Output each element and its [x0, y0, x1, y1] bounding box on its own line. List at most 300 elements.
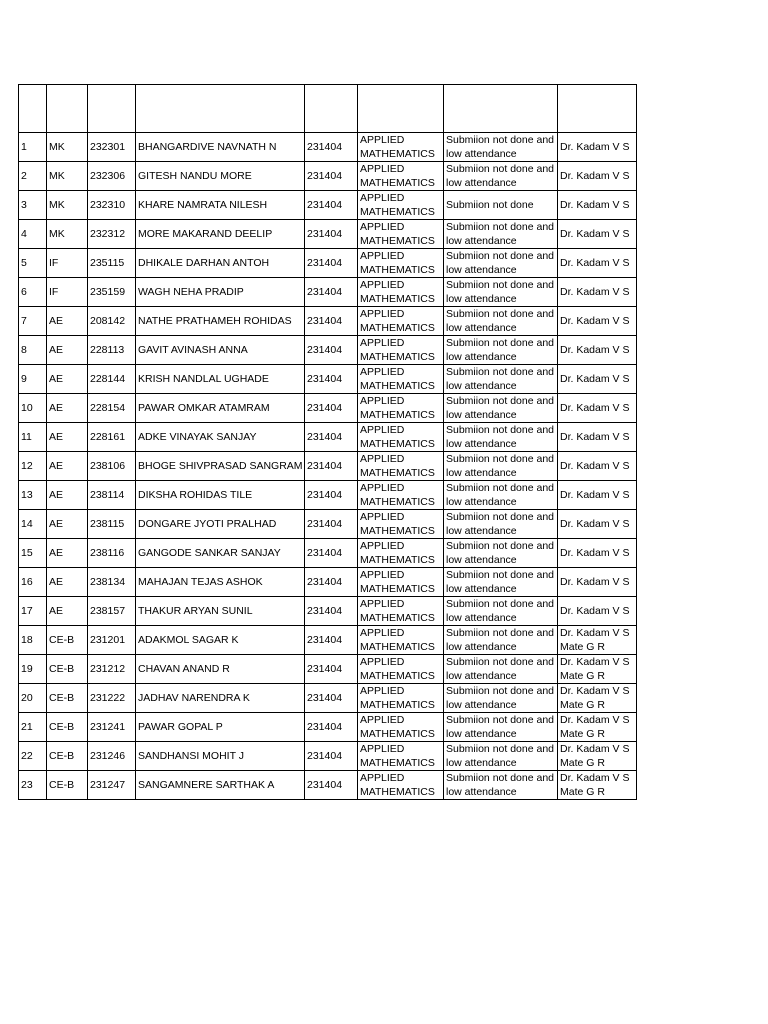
- faculty-cell-line: Dr. Kadam V S: [560, 547, 630, 559]
- table-row: [19, 539, 637, 568]
- reason-cell-line: low attendance: [446, 409, 517, 421]
- student-name-cell: GAVIT AVINASH ANNA: [136, 336, 305, 365]
- reason-cell: [444, 771, 558, 800]
- enrollment-number-cell: 231222: [88, 684, 136, 713]
- course-code-cell: 231404: [305, 684, 358, 713]
- table-row: [19, 365, 637, 394]
- header-cell: [47, 85, 88, 133]
- reason-cell-line: Submiion not done and: [446, 714, 554, 726]
- subject-cell-line: MATHEMATICS: [360, 670, 435, 682]
- department-cell: IF: [47, 278, 88, 307]
- subject-cell: [358, 539, 444, 568]
- serial-number-cell: 19: [19, 655, 47, 684]
- faculty-cell: [558, 249, 637, 278]
- subject-cell: [358, 655, 444, 684]
- reason-cell-line: Submiion not done and: [446, 308, 554, 320]
- subject-cell-line: MATHEMATICS: [360, 554, 435, 566]
- serial-number-cell: 14: [19, 510, 47, 539]
- subject-cell-line: MATHEMATICS: [360, 177, 435, 189]
- department-cell: MK: [47, 133, 88, 162]
- table-row: [19, 771, 637, 800]
- table-body: [19, 85, 637, 800]
- student-name-cell: PAWAR OMKAR ATAMRAM: [136, 394, 305, 423]
- subject-cell-line: APPLIED: [360, 627, 405, 639]
- faculty-cell-line: Dr. Kadam V S: [560, 772, 630, 784]
- subject-cell-line: MATHEMATICS: [360, 496, 435, 508]
- course-code-cell: 231404: [305, 336, 358, 365]
- subject-cell: [358, 336, 444, 365]
- subject-cell-line: APPLIED: [360, 598, 405, 610]
- table-row: [19, 394, 637, 423]
- faculty-cell: [558, 713, 637, 742]
- subject-cell: [358, 771, 444, 800]
- subject-cell: [358, 162, 444, 191]
- serial-number-cell: 3: [19, 191, 47, 220]
- subject-cell-line: APPLIED: [360, 221, 405, 233]
- department-cell: CE-B: [47, 626, 88, 655]
- reason-cell-line: Submiion not done and: [446, 482, 554, 494]
- faculty-cell: [558, 539, 637, 568]
- faculty-cell-line: Dr. Kadam V S: [560, 685, 630, 697]
- table-row: [19, 597, 637, 626]
- table-row: [19, 481, 637, 510]
- subject-cell-line: MATHEMATICS: [360, 264, 435, 276]
- reason-cell: [444, 539, 558, 568]
- table-row: [19, 307, 637, 336]
- student-list-table: [18, 84, 637, 800]
- student-name-cell: DONGARE JYOTI PRALHAD: [136, 510, 305, 539]
- subject-cell: [358, 133, 444, 162]
- faculty-cell: [558, 597, 637, 626]
- reason-cell-line: Submiion not done and: [446, 685, 554, 697]
- department-cell: AE: [47, 365, 88, 394]
- subject-cell-line: APPLIED: [360, 308, 405, 320]
- faculty-cell-line: Dr. Kadam V S: [560, 402, 630, 414]
- subject-cell: [358, 365, 444, 394]
- department-cell: AE: [47, 597, 88, 626]
- enrollment-number-cell: 238115: [88, 510, 136, 539]
- subject-cell: [358, 597, 444, 626]
- table-row: [19, 336, 637, 365]
- serial-number-cell: 9: [19, 365, 47, 394]
- subject-cell-line: MATHEMATICS: [360, 351, 435, 363]
- subject-cell-line: MATHEMATICS: [360, 467, 435, 479]
- department-cell: CE-B: [47, 655, 88, 684]
- reason-cell-line: low attendance: [446, 728, 517, 740]
- serial-number-cell: 11: [19, 423, 47, 452]
- reason-cell: [444, 626, 558, 655]
- enrollment-number-cell: 228161: [88, 423, 136, 452]
- reason-cell-line: Submiion not done and: [446, 453, 554, 465]
- course-code-cell: 231404: [305, 481, 358, 510]
- faculty-cell-line: Dr. Kadam V S: [560, 714, 630, 726]
- student-name-cell: MAHAJAN TEJAS ASHOK: [136, 568, 305, 597]
- enrollment-number-cell: 231246: [88, 742, 136, 771]
- serial-number-cell: 6: [19, 278, 47, 307]
- table-header-row: [19, 85, 637, 133]
- faculty-cell-line: Dr. Kadam V S: [560, 141, 630, 153]
- department-cell: CE-B: [47, 713, 88, 742]
- subject-cell-line: MATHEMATICS: [360, 525, 435, 537]
- subject-cell-line: MATHEMATICS: [360, 322, 435, 334]
- reason-cell-line: low attendance: [446, 293, 517, 305]
- subject-cell-line: APPLIED: [360, 395, 405, 407]
- reason-cell-line: low attendance: [446, 496, 517, 508]
- reason-cell: [444, 307, 558, 336]
- course-code-cell: 231404: [305, 597, 358, 626]
- course-code-cell: 231404: [305, 742, 358, 771]
- serial-number-cell: 22: [19, 742, 47, 771]
- serial-number-cell: 15: [19, 539, 47, 568]
- reason-cell: [444, 162, 558, 191]
- reason-cell: [444, 510, 558, 539]
- course-code-cell: 231404: [305, 162, 358, 191]
- reason-cell: [444, 278, 558, 307]
- department-cell: AE: [47, 568, 88, 597]
- enrollment-number-cell: 231241: [88, 713, 136, 742]
- enrollment-number-cell: 238134: [88, 568, 136, 597]
- enrollment-number-cell: 228113: [88, 336, 136, 365]
- subject-cell: [358, 626, 444, 655]
- course-code-cell: 231404: [305, 278, 358, 307]
- header-cell: [305, 85, 358, 133]
- enrollment-number-cell: 238114: [88, 481, 136, 510]
- student-name-cell: GANGODE SANKAR SANJAY: [136, 539, 305, 568]
- department-cell: MK: [47, 162, 88, 191]
- faculty-cell-line: Dr. Kadam V S: [560, 431, 630, 443]
- student-name-cell: DIKSHA ROHIDAS TILE: [136, 481, 305, 510]
- serial-number-cell: 21: [19, 713, 47, 742]
- faculty-cell-line: Dr. Kadam V S: [560, 627, 630, 639]
- subject-cell-line: APPLIED: [360, 569, 405, 581]
- faculty-cell: [558, 684, 637, 713]
- serial-number-cell: 10: [19, 394, 47, 423]
- subject-cell: [358, 684, 444, 713]
- table-row: [19, 568, 637, 597]
- header-cell: [358, 85, 444, 133]
- faculty-cell-line: Dr. Kadam V S: [560, 743, 630, 755]
- table-row: [19, 713, 637, 742]
- faculty-cell-line: Dr. Kadam V S: [560, 460, 630, 472]
- subject-cell-line: APPLIED: [360, 192, 405, 204]
- course-code-cell: 231404: [305, 394, 358, 423]
- subject-cell-line: MATHEMATICS: [360, 786, 435, 798]
- subject-cell: [358, 191, 444, 220]
- faculty-cell-line: Dr. Kadam V S: [560, 576, 630, 588]
- department-cell: AE: [47, 336, 88, 365]
- enrollment-number-cell: 231201: [88, 626, 136, 655]
- subject-cell-line: APPLIED: [360, 743, 405, 755]
- table-row: [19, 684, 637, 713]
- enrollment-number-cell: 238116: [88, 539, 136, 568]
- reason-cell-line: Submiion not done and: [446, 366, 554, 378]
- subject-cell-line: MATHEMATICS: [360, 699, 435, 711]
- serial-number-cell: 5: [19, 249, 47, 278]
- faculty-cell: [558, 365, 637, 394]
- department-cell: IF: [47, 249, 88, 278]
- student-name-cell: SANDHANSI MOHIT J: [136, 742, 305, 771]
- subject-cell-line: APPLIED: [360, 656, 405, 668]
- reason-cell-line: low attendance: [446, 641, 517, 653]
- reason-cell: [444, 597, 558, 626]
- enrollment-number-cell: 232306: [88, 162, 136, 191]
- subject-cell-line: MATHEMATICS: [360, 409, 435, 421]
- department-cell: AE: [47, 394, 88, 423]
- subject-cell-line: APPLIED: [360, 279, 405, 291]
- subject-cell-line: MATHEMATICS: [360, 438, 435, 450]
- faculty-cell-line: Dr. Kadam V S: [560, 228, 630, 240]
- reason-cell-line: low attendance: [446, 554, 517, 566]
- reason-cell-line: Submiion not done and: [446, 627, 554, 639]
- table-row: [19, 278, 637, 307]
- faculty-cell-line: Dr. Kadam V S: [560, 373, 630, 385]
- faculty-cell-line: Dr. Kadam V S: [560, 489, 630, 501]
- reason-cell-line: Submiion not done and: [446, 163, 554, 175]
- reason-cell-line: low attendance: [446, 351, 517, 363]
- course-code-cell: 231404: [305, 191, 358, 220]
- faculty-cell: [558, 336, 637, 365]
- serial-number-cell: 4: [19, 220, 47, 249]
- reason-cell-line: low attendance: [446, 583, 517, 595]
- serial-number-cell: 18: [19, 626, 47, 655]
- faculty-cell: [558, 278, 637, 307]
- reason-cell: [444, 713, 558, 742]
- subject-cell-line: APPLIED: [360, 685, 405, 697]
- subject-cell: [358, 423, 444, 452]
- faculty-cell-line: Dr. Kadam V S: [560, 656, 630, 668]
- reason-cell-line: low attendance: [446, 177, 517, 189]
- course-code-cell: 231404: [305, 307, 358, 336]
- subject-cell: [358, 742, 444, 771]
- reason-cell-line: Submiion not done and: [446, 134, 554, 146]
- header-cell: [88, 85, 136, 133]
- faculty-cell: [558, 742, 637, 771]
- reason-cell-line: low attendance: [446, 380, 517, 392]
- reason-cell: [444, 742, 558, 771]
- faculty-cell: [558, 510, 637, 539]
- subject-cell-line: APPLIED: [360, 337, 405, 349]
- subject-cell-line: APPLIED: [360, 714, 405, 726]
- subject-cell-line: APPLIED: [360, 540, 405, 552]
- subject-cell-line: APPLIED: [360, 511, 405, 523]
- table-row: [19, 220, 637, 249]
- faculty-cell: [558, 307, 637, 336]
- department-cell: AE: [47, 510, 88, 539]
- reason-cell-line: Submiion not done and: [446, 511, 554, 523]
- reason-cell-line: Submiion not done and: [446, 424, 554, 436]
- subject-cell-line: MATHEMATICS: [360, 206, 435, 218]
- header-cell: [444, 85, 558, 133]
- student-name-cell: BHANGARDIVE NAVNATH N: [136, 133, 305, 162]
- student-name-cell: MORE MAKARAND DEELIP: [136, 220, 305, 249]
- subject-cell-line: MATHEMATICS: [360, 612, 435, 624]
- reason-cell-line: low attendance: [446, 438, 517, 450]
- faculty-cell: [558, 452, 637, 481]
- table-row: [19, 510, 637, 539]
- subject-cell: [358, 510, 444, 539]
- department-cell: AE: [47, 423, 88, 452]
- faculty-cell-line: Dr. Kadam V S: [560, 257, 630, 269]
- subject-cell: [358, 481, 444, 510]
- table-row: [19, 133, 637, 162]
- course-code-cell: 231404: [305, 771, 358, 800]
- student-name-cell: BHOGE SHIVPRASAD SANGRAM: [136, 452, 305, 481]
- faculty-cell-line: Dr. Kadam V S: [560, 518, 630, 530]
- reason-cell-line: Submiion not done and: [446, 743, 554, 755]
- table-row: [19, 452, 637, 481]
- course-code-cell: 231404: [305, 452, 358, 481]
- reason-cell-line: low attendance: [446, 235, 517, 247]
- subject-cell: [358, 568, 444, 597]
- subject-cell-line: MATHEMATICS: [360, 583, 435, 595]
- enrollment-number-cell: 232312: [88, 220, 136, 249]
- student-name-cell: JADHAV NARENDRA K: [136, 684, 305, 713]
- faculty-cell-line: Dr. Kadam V S: [560, 199, 630, 211]
- subject-cell-line: APPLIED: [360, 482, 405, 494]
- header-cell: [19, 85, 47, 133]
- reason-cell-line: Submiion not done: [446, 199, 534, 211]
- subject-cell-line: MATHEMATICS: [360, 641, 435, 653]
- faculty-cell-line: Mate G R: [560, 699, 605, 711]
- reason-cell-line: low attendance: [446, 148, 517, 160]
- subject-cell-line: MATHEMATICS: [360, 757, 435, 769]
- reason-cell-line: Submiion not done and: [446, 540, 554, 552]
- subject-cell-line: APPLIED: [360, 366, 405, 378]
- course-code-cell: 231404: [305, 365, 358, 394]
- faculty-cell: [558, 394, 637, 423]
- department-cell: AE: [47, 539, 88, 568]
- subject-cell-line: APPLIED: [360, 424, 405, 436]
- student-name-cell: NATHE PRATHAMEH ROHIDAS: [136, 307, 305, 336]
- reason-cell-line: Submiion not done and: [446, 395, 554, 407]
- course-code-cell: 231404: [305, 568, 358, 597]
- department-cell: AE: [47, 452, 88, 481]
- reason-cell-line: low attendance: [446, 699, 517, 711]
- subject-cell: [358, 278, 444, 307]
- faculty-cell-line: Dr. Kadam V S: [560, 315, 630, 327]
- department-cell: AE: [47, 307, 88, 336]
- reason-cell: [444, 133, 558, 162]
- course-code-cell: 231404: [305, 133, 358, 162]
- reason-cell: [444, 684, 558, 713]
- department-cell: CE-B: [47, 771, 88, 800]
- subject-cell: [358, 220, 444, 249]
- student-name-cell: SANGAMNERE SARTHAK A: [136, 771, 305, 800]
- reason-cell: [444, 423, 558, 452]
- student-name-cell: ADKE VINAYAK SANJAY: [136, 423, 305, 452]
- faculty-cell-line: Dr. Kadam V S: [560, 344, 630, 356]
- faculty-cell-line: Mate G R: [560, 641, 605, 653]
- reason-cell-line: low attendance: [446, 757, 517, 769]
- subject-cell-line: APPLIED: [360, 163, 405, 175]
- faculty-cell-line: Mate G R: [560, 786, 605, 798]
- enrollment-number-cell: 232301: [88, 133, 136, 162]
- reason-cell: [444, 249, 558, 278]
- faculty-cell-line: Dr. Kadam V S: [560, 605, 630, 617]
- serial-number-cell: 2: [19, 162, 47, 191]
- serial-number-cell: 1: [19, 133, 47, 162]
- enrollment-number-cell: 235115: [88, 249, 136, 278]
- faculty-cell: [558, 423, 637, 452]
- enrollment-number-cell: 235159: [88, 278, 136, 307]
- reason-cell-line: low attendance: [446, 786, 517, 798]
- reason-cell-line: low attendance: [446, 670, 517, 682]
- enrollment-number-cell: 231247: [88, 771, 136, 800]
- subject-cell-line: APPLIED: [360, 772, 405, 784]
- faculty-cell: [558, 191, 637, 220]
- reason-cell: [444, 220, 558, 249]
- header-cell: [558, 85, 637, 133]
- serial-number-cell: 17: [19, 597, 47, 626]
- course-code-cell: 231404: [305, 713, 358, 742]
- student-name-cell: KRISH NANDLAL UGHADE: [136, 365, 305, 394]
- course-code-cell: 231404: [305, 655, 358, 684]
- reason-cell-line: Submiion not done and: [446, 279, 554, 291]
- reason-cell-line: low attendance: [446, 264, 517, 276]
- reason-cell-line: low attendance: [446, 467, 517, 479]
- reason-cell: [444, 568, 558, 597]
- reason-cell-line: low attendance: [446, 322, 517, 334]
- faculty-cell-line: Dr. Kadam V S: [560, 286, 630, 298]
- table-row: [19, 191, 637, 220]
- faculty-cell-line: Mate G R: [560, 757, 605, 769]
- reason-cell: [444, 336, 558, 365]
- faculty-cell: [558, 771, 637, 800]
- table-row: [19, 655, 637, 684]
- course-code-cell: 231404: [305, 626, 358, 655]
- course-code-cell: 231404: [305, 423, 358, 452]
- reason-cell-line: low attendance: [446, 525, 517, 537]
- faculty-cell: [558, 220, 637, 249]
- course-code-cell: 231404: [305, 220, 358, 249]
- faculty-cell-line: Mate G R: [560, 670, 605, 682]
- table-row: [19, 626, 637, 655]
- faculty-cell: [558, 626, 637, 655]
- faculty-cell: [558, 568, 637, 597]
- subject-cell: [358, 713, 444, 742]
- reason-cell: [444, 394, 558, 423]
- faculty-cell: [558, 133, 637, 162]
- reason-cell-line: Submiion not done and: [446, 656, 554, 668]
- faculty-cell: [558, 481, 637, 510]
- serial-number-cell: 13: [19, 481, 47, 510]
- table-row: [19, 423, 637, 452]
- reason-cell: [444, 191, 558, 220]
- table-row: [19, 742, 637, 771]
- enrollment-number-cell: 208142: [88, 307, 136, 336]
- student-name-cell: DHIKALE DARHAN ANTOH: [136, 249, 305, 278]
- header-cell: [136, 85, 305, 133]
- subject-cell: [358, 394, 444, 423]
- faculty-cell: [558, 655, 637, 684]
- department-cell: CE-B: [47, 742, 88, 771]
- serial-number-cell: 16: [19, 568, 47, 597]
- department-cell: CE-B: [47, 684, 88, 713]
- reason-cell-line: low attendance: [446, 612, 517, 624]
- serial-number-cell: 20: [19, 684, 47, 713]
- subject-cell-line: APPLIED: [360, 453, 405, 465]
- reason-cell-line: Submiion not done and: [446, 598, 554, 610]
- course-code-cell: 231404: [305, 510, 358, 539]
- enrollment-number-cell: 232310: [88, 191, 136, 220]
- serial-number-cell: 7: [19, 307, 47, 336]
- student-name-cell: WAGH NEHA PRADIP: [136, 278, 305, 307]
- faculty-cell-line: Dr. Kadam V S: [560, 170, 630, 182]
- department-cell: MK: [47, 191, 88, 220]
- student-name-cell: PAWAR GOPAL P: [136, 713, 305, 742]
- reason-cell-line: Submiion not done and: [446, 221, 554, 233]
- student-name-cell: THAKUR ARYAN SUNIL: [136, 597, 305, 626]
